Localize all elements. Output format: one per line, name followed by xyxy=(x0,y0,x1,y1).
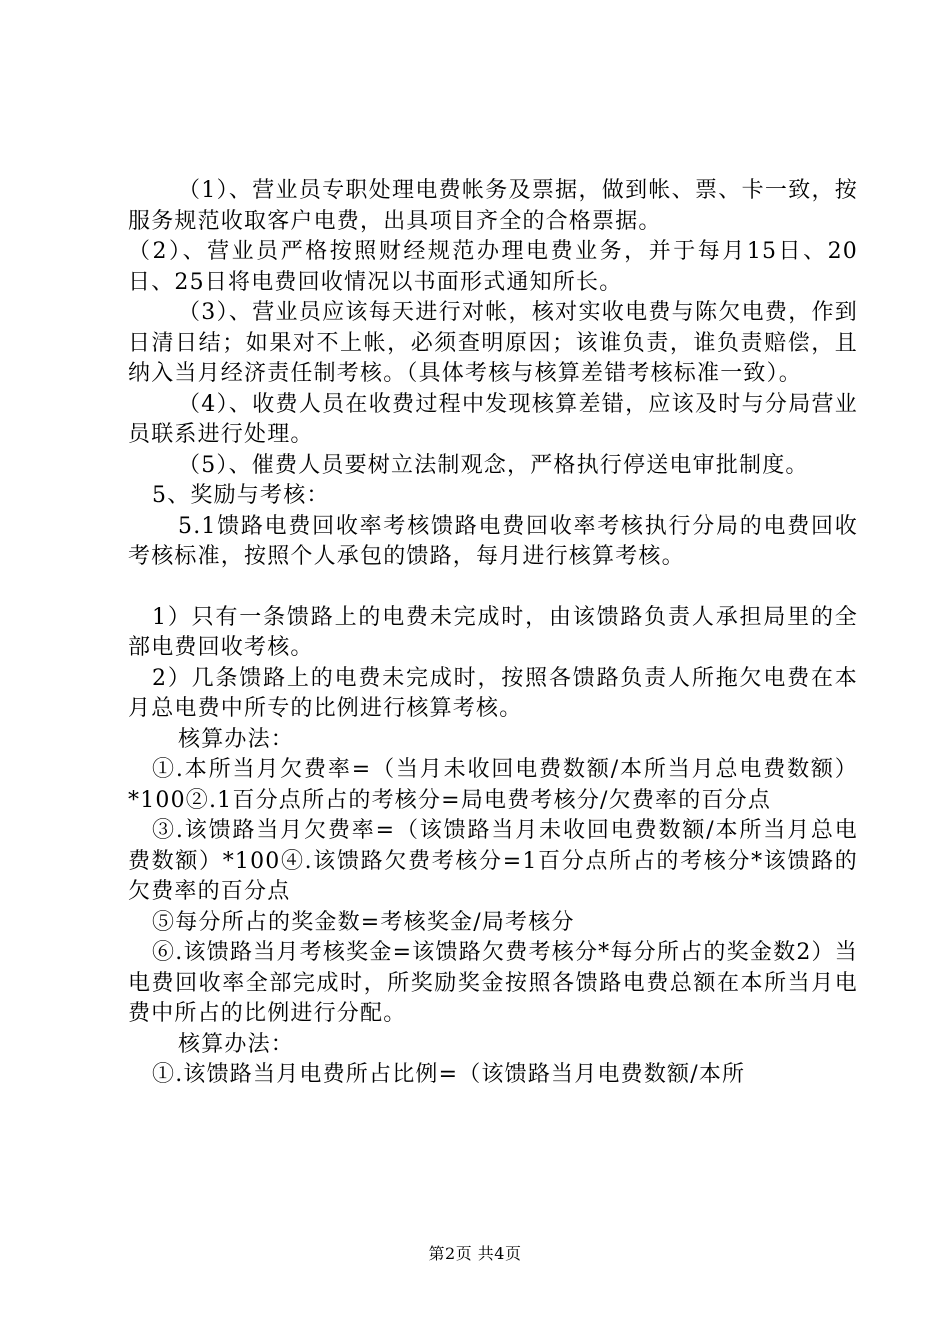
paragraph-rule-1: 1）只有一条馈路上的电费未完成时，由该馈路负责人承担局里的全部电费回收考核。 xyxy=(128,604,858,660)
section-heading-reward: 5、奖励与考核： xyxy=(152,483,330,508)
blank-line xyxy=(128,573,858,603)
paragraph-5-1: 5.1馈路电费回收率考核馈路电费回收率考核执行分局的电费回收考核标准，按照个人承包的馈路，每月进行核算考核。 xyxy=(128,513,858,569)
calc-method-heading-2: 核算办法： xyxy=(178,1031,295,1057)
document-body xyxy=(128,176,858,1091)
page-number-footer: 第2页 共4页 xyxy=(428,1244,522,1263)
paragraph-3: （3）、营业员应该每天进行对帐，核对实收电费与陈欠电费，作到日清日结；如果对不上帐，必须查明原因；该谁负责，谁负责赔偿，且纳入当月经济责任制考核。（具体考核与核算差错考核标准一致）。 xyxy=(128,300,858,386)
formula-6: ⑥.该馈路当月考核奖金=该馈路欠费考核分*每分所占的奖金数2）当电费回收率全部完成时，所奖励奖金按照各馈路电费总额在本所当月电费中所占的比例进行分配。 xyxy=(128,940,858,1026)
formula-5: ⑤每分所占的奖金数=考核奖金/局考核分 xyxy=(152,909,575,935)
paragraph-rule-2: 2）几条馈路上的电费未完成时，按照各馈路负责人所拖欠电费在本月总电费中所专的比例进行核算考核。 xyxy=(128,665,858,721)
paragraph-5: （5）、催费人员要树立法制观念，严格执行停送电审批制度。 xyxy=(178,452,809,478)
formula-1-2: ①.本所当月欠费率=（当月未收回电费数额/本所当月总电费数额）*100②.1百分点所占的考核分=局电费考核分/欠费率的百分点 xyxy=(128,757,858,813)
paragraph-1: （1）、营业员专职处理电费帐务及票据，做到帐、票、卡一致，按服务规范收取客户电费，出具项目齐全的合格票据。 xyxy=(128,178,858,234)
formula-3-4: ③.该馈路当月欠费率=（该馈路当月未收回电费数额/本所当月总电费数额）*100④.该馈路欠费考核分=1百分点所占的考核分*该馈路的欠费率的百分点 xyxy=(128,818,858,904)
calc-method-heading-1: 核算办法： xyxy=(178,726,295,752)
paragraph-2: （2）、营业员严格按照财经规范办理电费业务，并于每月15日、20日、25日将电费回收情况以书面形式通知所长。 xyxy=(128,239,858,295)
formula-ratio: ①.该馈路当月电费所占比例=（该馈路当月电费数额/本所 xyxy=(152,1062,746,1087)
paragraph-4: （4）、收费人员在收费过程中发现核算差错，应该及时与分局营业员联系进行处理。 xyxy=(128,391,858,447)
